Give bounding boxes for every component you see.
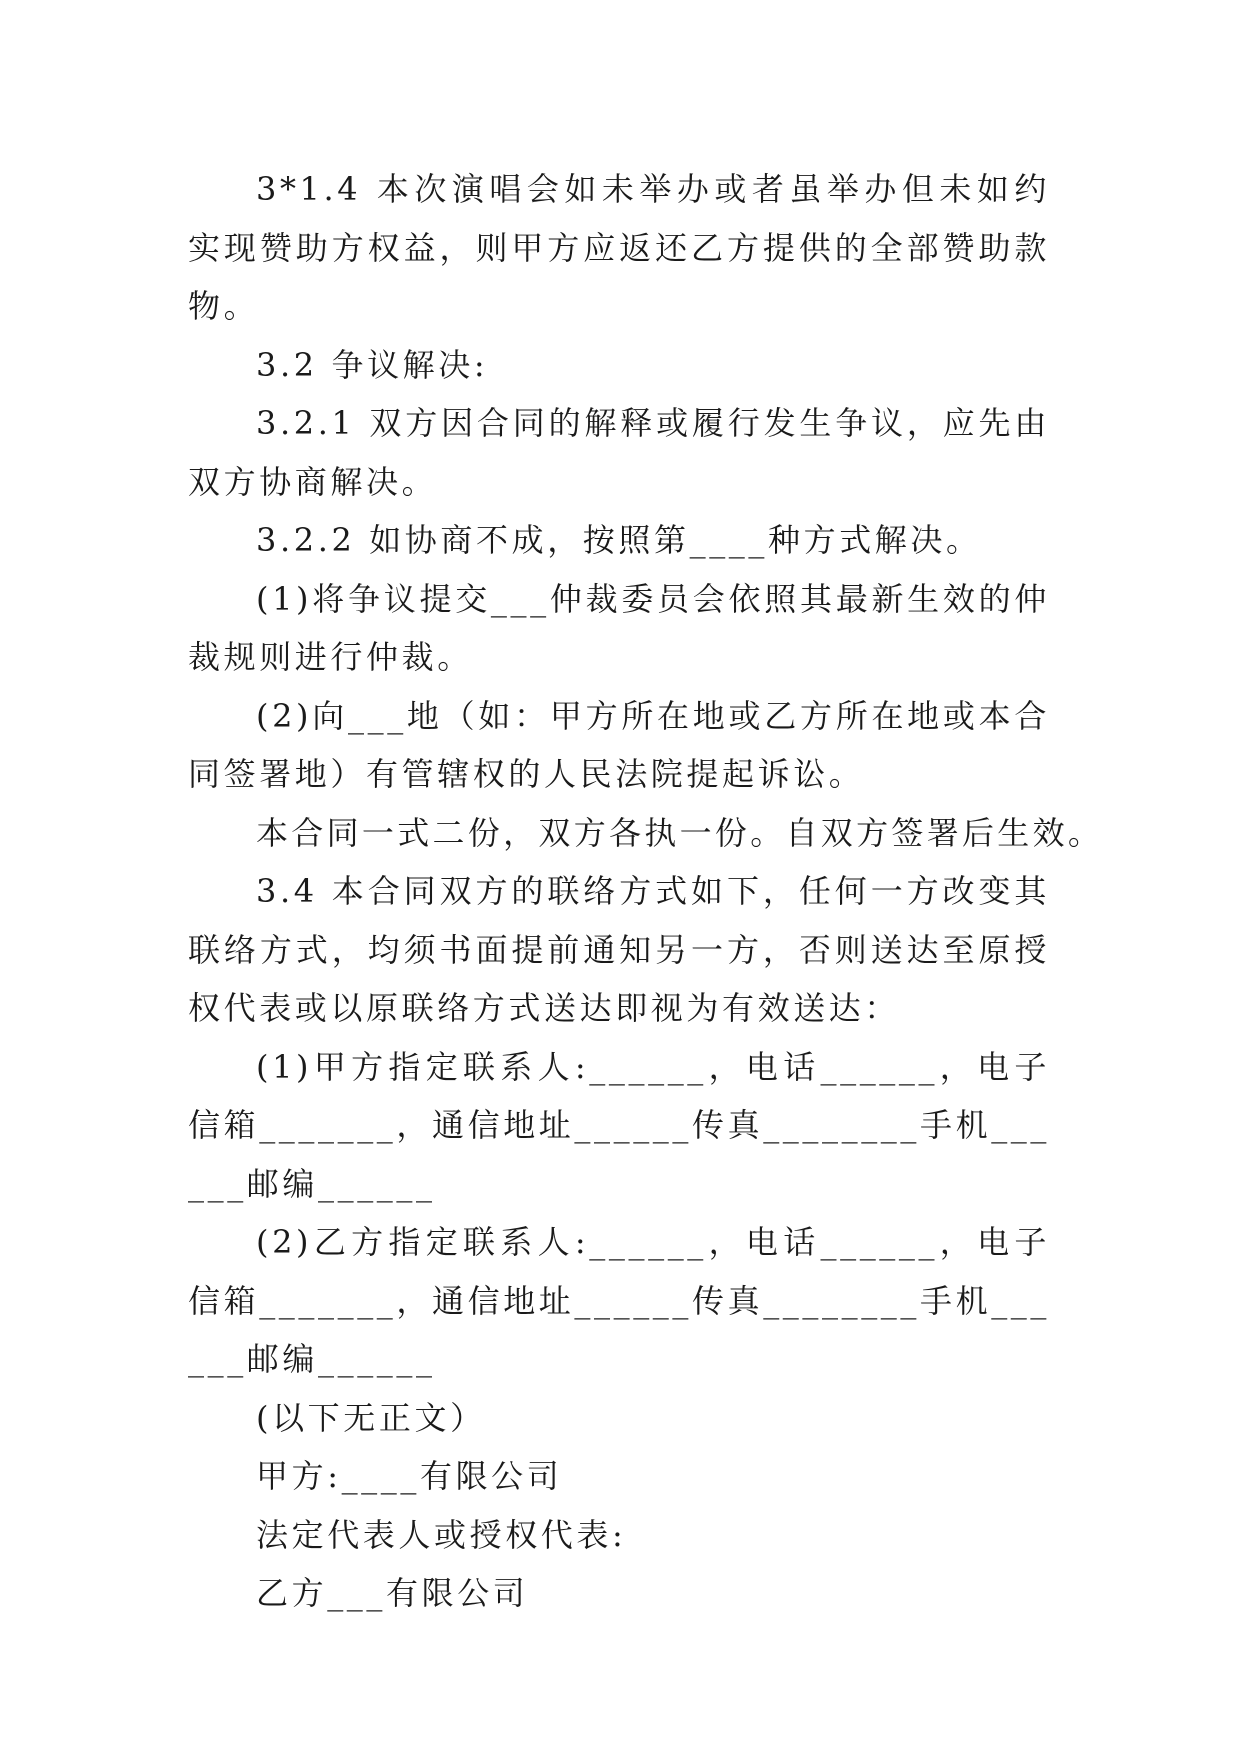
clause-3-2-1: 3.2.1 双方因合同的解释或履行发生争议，应先由双方协商解决。 [188, 404, 1050, 501]
end-of-text-note: (以下无正文） [256, 1398, 486, 1437]
legal-representative-label: 法定代表人或授权代表: [256, 1515, 627, 1554]
contract-text [188, 160, 1104, 1623]
party-b-contact: (2)乙方指定联系人:______，电话______，电子信箱_______，通信地址______传真________手机______邮编______ [188, 1223, 1051, 1378]
option-litigation: (2)向___地（如：甲方所在地或乙方所在地或本合同签署地）有管辖权的人民法院提起诉讼。 [188, 696, 1050, 793]
option-arbitration: (1)将争议提交___仲裁委员会依照其最新生效的仲裁规则进行仲裁。 [188, 579, 1050, 676]
party-a-contact: (1)甲方指定联系人:______，电话______，电子信箱_______，通信地址______传真________手机______邮编______ [188, 1047, 1051, 1203]
clause-3-2-heading: 3.2 争议解决: [256, 345, 489, 384]
clause-3-1-4: 3*1.4 本次演唱会如未举办或者虽举办但未如约实现赞助方权益，则甲方应返还乙方提供的全部赞助款物。 [188, 170, 1050, 325]
copies-clause: 本合同一式二份，双方各执一份。自双方签署后生效。 [256, 813, 1104, 852]
party-a-signature: 甲方:____有限公司 [256, 1457, 563, 1495]
clause-3-4: 3.4 本合同双方的联络方式如下，任何一方改变其联络方式，均须书面提前通知另一方，否则送达至原授权代表或以原联络方式送达即视为有效送达： [188, 872, 1050, 1027]
clause-3-2-2: 3.2.2 如协商不成，按照第____种方式解决。 [256, 521, 982, 559]
party-b-signature: 乙方___有限公司 [256, 1574, 529, 1612]
